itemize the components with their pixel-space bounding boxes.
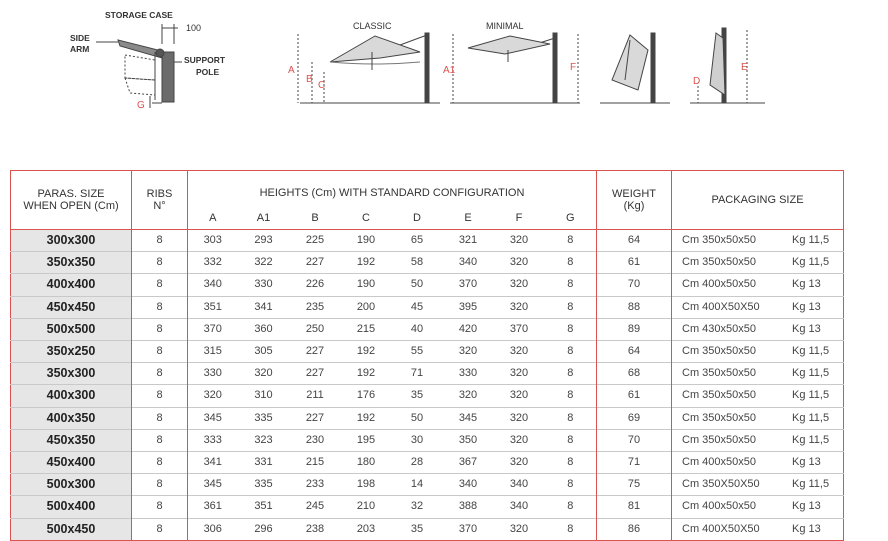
dim-c-label: C [318, 80, 326, 91]
cell-height-d: 40 [392, 318, 443, 340]
packaging-dimensions: Cm 350x50x50 [682, 345, 756, 358]
cell-height-a: 315 [188, 341, 238, 363]
cell-height-c: 192 [341, 363, 392, 385]
cell-height-g: 8 [545, 407, 597, 429]
cell-height-f: 340 [494, 496, 545, 518]
cell-ribs: 8 [132, 474, 188, 496]
cell-size: 500x300 [11, 474, 132, 496]
cell-height-a: 341 [188, 452, 238, 474]
cell-height-g: 8 [545, 230, 597, 252]
dim-e-label: E [741, 62, 748, 73]
table-row [11, 452, 844, 474]
header-packaging: PACKAGING SIZE [672, 171, 844, 230]
cell-height-e: 370 [443, 518, 494, 540]
cell-height-a: 345 [188, 474, 238, 496]
cell-height-f: 320 [494, 429, 545, 451]
cell-height-d: 30 [392, 429, 443, 451]
cell-packaging [672, 474, 844, 496]
cell-weight: 86 [597, 518, 672, 540]
storage-case-label: STORAGE CASE [105, 10, 173, 20]
cell-size: 400x300 [11, 385, 132, 407]
cell-height-a1: 305 [238, 341, 290, 363]
dim-a1-label: A1 [443, 65, 456, 76]
cell-height-d: 14 [392, 474, 443, 496]
cell-size: 400x400 [11, 274, 132, 296]
cell-packaging [672, 452, 844, 474]
table-row [11, 496, 844, 518]
cell-height-f: 370 [494, 318, 545, 340]
packaging-dimensions: Cm 400x50x50 [682, 456, 756, 469]
mounting-detail-drawing [96, 24, 182, 108]
cell-height-e: 367 [443, 452, 494, 474]
cell-height-d: 50 [392, 274, 443, 296]
cell-packaging [672, 252, 844, 274]
cell-size: 450x350 [11, 429, 132, 451]
side-arm-label-2: ARM [70, 44, 90, 54]
table-row [11, 341, 844, 363]
cell-height-e: 370 [443, 274, 494, 296]
cell-packaging [672, 518, 844, 540]
packaging-dimensions: Cm 350x50x50 [682, 389, 756, 402]
packaging-dimensions: Cm 350x50x50 [682, 234, 756, 246]
cell-height-d: 35 [392, 518, 443, 540]
header-weight-line2: (Kg) [623, 200, 645, 212]
cell-height-b: 215 [290, 452, 341, 474]
packaging-dimensions: Cm 350x50x50 [682, 367, 756, 380]
packaging-weight: Kg 11,5 [792, 389, 830, 402]
cell-height-e: 345 [443, 407, 494, 429]
cell-height-e: 321 [443, 230, 494, 252]
cell-packaging [672, 341, 844, 363]
cell-height-d: 58 [392, 252, 443, 274]
table-row [11, 407, 844, 429]
cell-height-g: 8 [545, 385, 597, 407]
cell-height-a1: 293 [238, 230, 290, 252]
cell-size: 500x400 [11, 496, 132, 518]
cell-height-c: 192 [341, 407, 392, 429]
table-row [11, 518, 844, 540]
cell-packaging [672, 363, 844, 385]
side-arm-label-1: SIDE [70, 33, 90, 43]
header-ribs-line1: RIBS [146, 188, 173, 200]
cell-height-a: 361 [188, 496, 238, 518]
header-sub-d: D [392, 207, 443, 229]
packaging-weight: Kg 13 [792, 322, 821, 335]
cell-height-g: 8 [545, 518, 597, 540]
cell-height-d: 50 [392, 407, 443, 429]
dim-b-label: B [306, 74, 313, 85]
cell-weight: 75 [597, 474, 672, 496]
cell-height-a: 340 [188, 274, 238, 296]
cell-height-b: 227 [290, 363, 341, 385]
packaging-weight: Kg 11,5 [792, 433, 830, 446]
cell-ribs: 8 [132, 363, 188, 385]
cell-size: 400x350 [11, 407, 132, 429]
cell-height-c: 190 [341, 274, 392, 296]
cell-height-e: 330 [443, 363, 494, 385]
cell-size: 300x300 [11, 230, 132, 252]
cell-weight: 71 [597, 452, 672, 474]
cell-height-c: 190 [341, 230, 392, 252]
cell-ribs: 8 [132, 385, 188, 407]
cell-weight: 89 [597, 318, 672, 340]
packaging-dimensions: Cm 350x50x50 [682, 411, 756, 424]
cell-height-f: 320 [494, 407, 545, 429]
table-row [11, 385, 844, 407]
cell-height-b: 227 [290, 407, 341, 429]
dim-d-label: D [693, 76, 701, 87]
cell-height-f: 320 [494, 385, 545, 407]
packaging-dimensions: Cm 400X50X50 [682, 522, 760, 535]
cell-weight: 61 [597, 385, 672, 407]
cell-height-g: 8 [545, 363, 597, 385]
cell-weight: 64 [597, 230, 672, 252]
cell-height-e: 388 [443, 496, 494, 518]
packaging-weight: Kg 11,5 [792, 411, 830, 424]
cell-height-e: 350 [443, 429, 494, 451]
cell-size: 350x350 [11, 252, 132, 274]
cell-height-f: 340 [494, 474, 545, 496]
cell-height-a1: 331 [238, 452, 290, 474]
cell-height-f: 320 [494, 274, 545, 296]
cell-size: 450x400 [11, 452, 132, 474]
cell-height-d: 32 [392, 496, 443, 518]
dim-g-label: G [137, 100, 145, 111]
cell-ribs: 8 [132, 296, 188, 318]
cell-height-g: 8 [545, 274, 597, 296]
cell-height-f: 320 [494, 518, 545, 540]
cell-height-a1: 360 [238, 318, 290, 340]
packaging-dimensions: Cm 350x50x50 [682, 256, 756, 269]
support-pole-label-1: SUPPORT [184, 55, 226, 65]
cell-size: 350x300 [11, 363, 132, 385]
cell-height-f: 320 [494, 341, 545, 363]
cell-height-g: 8 [545, 452, 597, 474]
cell-weight: 88 [597, 296, 672, 318]
cell-size: 450x450 [11, 296, 132, 318]
cell-ribs: 8 [132, 230, 188, 252]
cell-height-a1: 341 [238, 296, 290, 318]
cell-height-e: 340 [443, 252, 494, 274]
cell-size: 500x500 [11, 318, 132, 340]
specification-table [10, 170, 844, 541]
packaging-weight: Kg 11,5 [792, 478, 830, 491]
cell-height-c: 195 [341, 429, 392, 451]
cell-ribs: 8 [132, 274, 188, 296]
packaging-weight: Kg 13 [792, 278, 821, 291]
header-sub-b: B [290, 207, 341, 229]
header-sub-a1: A1 [238, 207, 290, 229]
header-sub-f: F [494, 207, 545, 229]
cell-ribs: 8 [132, 452, 188, 474]
packaging-dimensions: Cm 350x50x50 [682, 433, 756, 446]
packaging-dimensions: Cm 350X50X50 [682, 478, 760, 491]
table-row [11, 363, 844, 385]
cell-height-b: 211 [290, 385, 341, 407]
header-sub-g: G [545, 207, 597, 229]
cell-weight: 70 [597, 274, 672, 296]
cell-height-a1: 320 [238, 363, 290, 385]
cell-ribs: 8 [132, 252, 188, 274]
cell-height-g: 8 [545, 496, 597, 518]
header-sub-c: C [341, 207, 392, 229]
packaging-weight: Kg 13 [792, 500, 821, 513]
cell-height-e: 395 [443, 296, 494, 318]
cell-height-a1: 322 [238, 252, 290, 274]
cell-height-a1: 335 [238, 407, 290, 429]
header-ribs-line2: N° [153, 200, 166, 212]
cell-height-c: 200 [341, 296, 392, 318]
cell-weight: 70 [597, 429, 672, 451]
table-row [11, 429, 844, 451]
cell-height-a: 330 [188, 363, 238, 385]
umbrella-dimension-diagram [0, 0, 888, 165]
cell-height-g: 8 [545, 474, 597, 496]
header-ribs [132, 171, 188, 230]
cell-height-b: 235 [290, 296, 341, 318]
folded-umbrella-drawing [600, 33, 670, 103]
cell-ribs: 8 [132, 407, 188, 429]
packaging-dimensions: Cm 400x50x50 [682, 278, 756, 291]
cell-height-d: 55 [392, 341, 443, 363]
packaging-weight: Kg 13 [792, 522, 821, 535]
cell-height-d: 45 [392, 296, 443, 318]
cell-height-c: 192 [341, 341, 392, 363]
minimal-umbrella-drawing [450, 33, 580, 103]
header-size-line2: WHEN OPEN (Cm) [23, 200, 119, 212]
cell-height-f: 320 [494, 363, 545, 385]
cell-height-c: 210 [341, 496, 392, 518]
cell-height-f: 320 [494, 296, 545, 318]
cell-height-b: 226 [290, 274, 341, 296]
header-weight [597, 171, 672, 230]
cell-height-d: 28 [392, 452, 443, 474]
header-weight-line1: WEIGHT [612, 188, 656, 200]
cell-packaging [672, 407, 844, 429]
cell-height-f: 320 [494, 230, 545, 252]
dim-a-label: A [288, 65, 295, 76]
cell-height-a1: 296 [238, 518, 290, 540]
cell-packaging [672, 230, 844, 252]
cell-height-c: 180 [341, 452, 392, 474]
cell-height-a1: 310 [238, 385, 290, 407]
packaging-dimensions: Cm 430x50x50 [682, 322, 756, 335]
header-sub-a: A [188, 207, 238, 229]
cell-height-g: 8 [545, 318, 597, 340]
packaging-weight: Kg 11,5 [792, 234, 830, 246]
cell-size: 350x250 [11, 341, 132, 363]
packaging-weight: Kg 11,5 [792, 345, 830, 358]
packaging-dimensions: Cm 400X50X50 [682, 300, 760, 313]
table-row [11, 230, 844, 252]
header-sub-e: E [443, 207, 494, 229]
cell-ribs: 8 [132, 341, 188, 363]
cell-height-f: 320 [494, 252, 545, 274]
cell-height-c: 176 [341, 385, 392, 407]
cell-packaging [672, 318, 844, 340]
cell-ribs: 8 [132, 496, 188, 518]
cell-height-g: 8 [545, 296, 597, 318]
cell-height-b: 250 [290, 318, 341, 340]
cell-height-b: 245 [290, 496, 341, 518]
minimal-label: MINIMAL [486, 21, 524, 31]
cell-ribs: 8 [132, 318, 188, 340]
header-size-line1: PARAS. SIZE [37, 188, 105, 200]
packaging-weight: Kg 13 [792, 300, 821, 313]
cell-height-g: 8 [545, 341, 597, 363]
cell-weight: 69 [597, 407, 672, 429]
dim-100-label: 100 [186, 23, 202, 33]
cell-height-e: 320 [443, 385, 494, 407]
table-row [11, 474, 844, 496]
table-row [11, 274, 844, 296]
table-row [11, 318, 844, 340]
cell-height-a: 345 [188, 407, 238, 429]
cell-height-d: 35 [392, 385, 443, 407]
cell-height-b: 227 [290, 252, 341, 274]
cell-packaging [672, 296, 844, 318]
cell-height-c: 198 [341, 474, 392, 496]
cell-height-b: 227 [290, 341, 341, 363]
cell-height-e: 320 [443, 341, 494, 363]
cell-height-b: 238 [290, 518, 341, 540]
cell-height-a: 320 [188, 385, 238, 407]
cell-height-b: 233 [290, 474, 341, 496]
table-row [11, 296, 844, 318]
cell-weight: 61 [597, 252, 672, 274]
classic-label: CLASSIC [353, 21, 392, 31]
header-size [11, 171, 132, 230]
cell-height-a1: 335 [238, 474, 290, 496]
cell-height-a: 370 [188, 318, 238, 340]
packaging-weight: Kg 11,5 [792, 367, 830, 380]
cell-height-b: 230 [290, 429, 341, 451]
classic-umbrella-drawing [298, 33, 440, 103]
packaging-weight: Kg 13 [792, 456, 821, 469]
cell-packaging [672, 274, 844, 296]
cell-height-g: 8 [545, 252, 597, 274]
cell-height-d: 65 [392, 230, 443, 252]
closed-umbrella-drawing [690, 28, 765, 103]
cell-size: 500x450 [11, 518, 132, 540]
cell-packaging [672, 385, 844, 407]
cell-height-b: 225 [290, 230, 341, 252]
packaging-weight: Kg 11,5 [792, 256, 830, 269]
cell-weight: 81 [597, 496, 672, 518]
support-pole-label-2: POLE [196, 67, 220, 77]
cell-height-g: 8 [545, 429, 597, 451]
cell-ribs: 8 [132, 518, 188, 540]
cell-weight: 68 [597, 363, 672, 385]
table-row [11, 252, 844, 274]
cell-height-a1: 323 [238, 429, 290, 451]
cell-weight: 64 [597, 341, 672, 363]
cell-height-a: 351 [188, 296, 238, 318]
cell-height-e: 340 [443, 474, 494, 496]
dim-f-label: F [570, 62, 577, 73]
cell-height-a: 306 [188, 518, 238, 540]
cell-packaging [672, 496, 844, 518]
packaging-dimensions: Cm 400x50x50 [682, 500, 756, 513]
cell-height-a1: 351 [238, 496, 290, 518]
cell-height-a: 333 [188, 429, 238, 451]
cell-height-c: 203 [341, 518, 392, 540]
table-body [11, 230, 844, 541]
cell-height-d: 71 [392, 363, 443, 385]
header-heights: HEIGHTS (Cm) WITH STANDARD CONFIGURATION [188, 171, 597, 208]
cell-height-c: 215 [341, 318, 392, 340]
cell-height-a: 303 [188, 230, 238, 252]
cell-height-a1: 330 [238, 274, 290, 296]
cell-height-f: 320 [494, 452, 545, 474]
cell-height-e: 420 [443, 318, 494, 340]
cell-height-a: 332 [188, 252, 238, 274]
cell-ribs: 8 [132, 429, 188, 451]
cell-packaging [672, 429, 844, 451]
cell-height-c: 192 [341, 252, 392, 274]
